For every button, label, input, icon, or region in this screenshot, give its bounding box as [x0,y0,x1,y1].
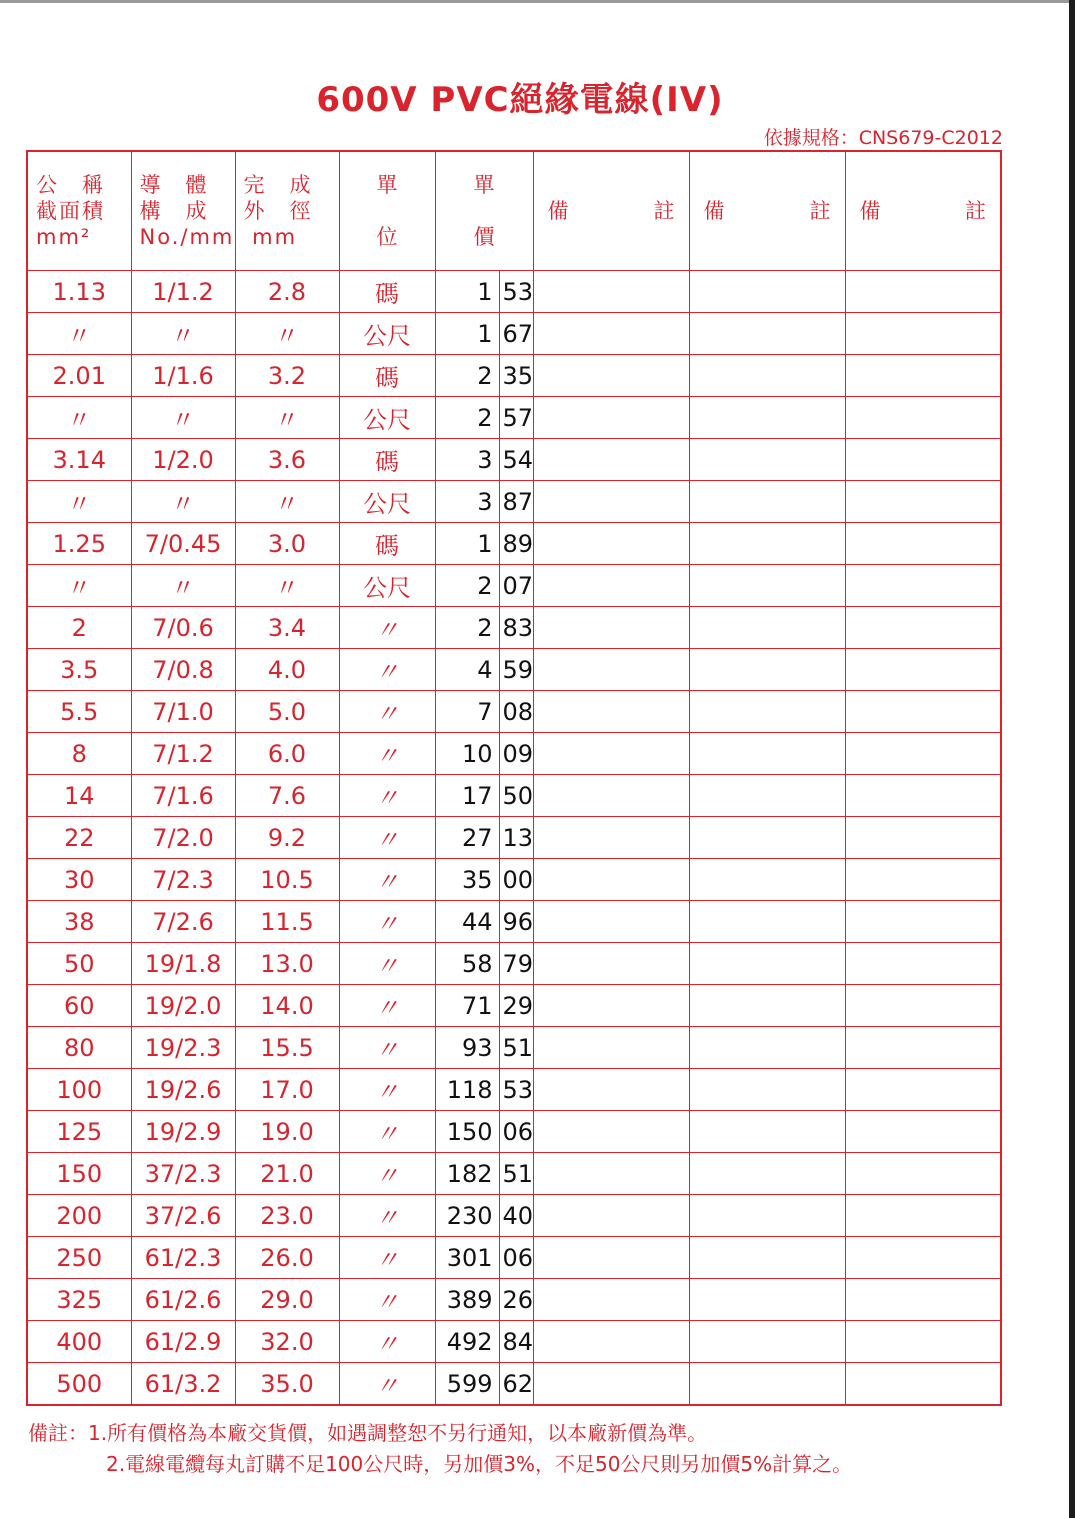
cell-conductor: 〃 [131,313,235,355]
table-row [27,1363,1001,1406]
cell-conductor: 61/2.3 [131,1237,235,1279]
page-title: 600V PVC絕緣電線(IV) [316,80,724,120]
cell-note-3 [845,1111,1001,1153]
table-row [27,985,1001,1027]
cell-note-1 [533,313,689,355]
cell-unit: 碼 [339,439,435,481]
cell-area: 500 [27,1363,131,1406]
cell-note-3 [845,565,1001,607]
cell-unit: 〃 [339,1195,435,1237]
cell-note-3 [845,1069,1001,1111]
cell-note-2 [689,1321,845,1363]
table-row [27,607,1001,649]
cell-diameter: 〃 [235,313,339,355]
cell-note-3 [845,1195,1001,1237]
cell-note-1 [533,817,689,859]
cell-price-cent: 67 [499,313,533,355]
cell-conductor: 61/3.2 [131,1363,235,1406]
footer-notes [28,1418,852,1480]
cell-price-cent: 06 [499,1237,533,1279]
cell-area: 2 [27,607,131,649]
cell-note-2 [689,985,845,1027]
cell-note-2 [689,523,845,565]
cell-conductor: 1/2.0 [131,439,235,481]
cell-price-cent: 54 [499,439,533,481]
cell-note-2 [689,733,845,775]
cell-diameter: 17.0 [235,1069,339,1111]
cell-unit: 〃 [339,985,435,1027]
cell-diameter: 11.5 [235,901,339,943]
cell-conductor: 7/0.45 [131,523,235,565]
cell-unit: 〃 [339,607,435,649]
cell-unit: 〃 [339,775,435,817]
cell-conductor: 61/2.9 [131,1321,235,1363]
cell-note-1 [533,355,689,397]
cell-area: 250 [27,1237,131,1279]
cell-price-yuan: 27 [435,817,499,859]
table-row [27,691,1001,733]
cell-diameter: 23.0 [235,1195,339,1237]
cell-price-yuan: 301 [435,1237,499,1279]
cell-note-1 [533,691,689,733]
cell-diameter: 〃 [235,565,339,607]
cell-note-3 [845,1237,1001,1279]
cell-unit: 公尺 [339,313,435,355]
cell-price-yuan: 3 [435,439,499,481]
cell-diameter: 35.0 [235,1363,339,1406]
cell-price-yuan: 93 [435,1027,499,1069]
cell-conductor: 7/0.8 [131,649,235,691]
cell-price-yuan: 35 [435,859,499,901]
header-diameter: 完 成 外 徑 mm [235,151,339,271]
cell-price-yuan: 1 [435,523,499,565]
cell-price-yuan: 2 [435,565,499,607]
cell-diameter: 〃 [235,397,339,439]
table-row [27,1321,1001,1363]
cell-note-1 [533,901,689,943]
cell-unit: 〃 [339,817,435,859]
cell-price-yuan: 17 [435,775,499,817]
table-row [27,649,1001,691]
cell-note-2 [689,1153,845,1195]
cell-note-2 [689,859,845,901]
cell-note-3 [845,397,1001,439]
standard-reference: 依據規格：CNS679-C2012 [763,127,1003,149]
table-row [27,439,1001,481]
cell-diameter: 32.0 [235,1321,339,1363]
cell-diameter: 15.5 [235,1027,339,1069]
cell-area: 125 [27,1111,131,1153]
cell-note-2 [689,775,845,817]
table-row [27,943,1001,985]
table-row [27,1111,1001,1153]
cell-note-3 [845,481,1001,523]
cell-note-3 [845,439,1001,481]
cell-unit: 〃 [339,1279,435,1321]
cell-price-yuan: 44 [435,901,499,943]
cell-price-yuan: 1 [435,313,499,355]
cell-price-cent: 51 [499,1027,533,1069]
table-row [27,1153,1001,1195]
footer-note-2: 2.電線電纜每丸訂購不足100公尺時，另加價3%，不足50公尺則另加價5%計算之。 [106,1452,853,1476]
cell-price-yuan: 230 [435,1195,499,1237]
cell-price-cent: 06 [499,1111,533,1153]
scan-top-edge [0,0,1075,3]
cell-note-1 [533,1153,689,1195]
cell-diameter: 3.4 [235,607,339,649]
cell-price-cent: 83 [499,607,533,649]
cell-diameter: 14.0 [235,985,339,1027]
cell-price-cent: 13 [499,817,533,859]
cell-note-1 [533,397,689,439]
cell-unit: 〃 [339,1363,435,1406]
cell-price-cent: 59 [499,649,533,691]
cell-price-cent: 50 [499,775,533,817]
cell-note-2 [689,1279,845,1321]
cell-note-3 [845,355,1001,397]
cell-price-yuan: 3 [435,481,499,523]
cell-note-1 [533,1321,689,1363]
cell-diameter: 10.5 [235,859,339,901]
cell-price-cent: 62 [499,1363,533,1406]
cell-area: 150 [27,1153,131,1195]
cell-note-1 [533,775,689,817]
table-row [27,523,1001,565]
cell-note-3 [845,733,1001,775]
cell-note-2 [689,355,845,397]
cell-area: 38 [27,901,131,943]
cell-unit: 〃 [339,901,435,943]
header-price: 單 價 [435,151,533,271]
cell-note-2 [689,943,845,985]
cell-unit: 〃 [339,733,435,775]
cell-area: 22 [27,817,131,859]
cell-price-yuan: 4 [435,649,499,691]
cell-unit: 〃 [339,691,435,733]
cell-area: 1.13 [27,271,131,313]
cell-unit: 碼 [339,355,435,397]
cell-price-cent: 89 [499,523,533,565]
cell-unit: 公尺 [339,397,435,439]
cell-note-2 [689,1195,845,1237]
price-table [26,150,1002,1406]
cell-unit: 〃 [339,1111,435,1153]
cell-diameter: 2.8 [235,271,339,313]
cell-diameter: 7.6 [235,775,339,817]
cell-note-2 [689,271,845,313]
cell-price-yuan: 2 [435,397,499,439]
cell-unit: 〃 [339,1069,435,1111]
cell-diameter: 29.0 [235,1279,339,1321]
cell-note-3 [845,691,1001,733]
scan-right-edge [1069,0,1075,1518]
cell-price-cent: 53 [499,271,533,313]
cell-note-2 [689,1027,845,1069]
cell-area: 400 [27,1321,131,1363]
cell-note-2 [689,481,845,523]
cell-note-3 [845,859,1001,901]
cell-note-3 [845,775,1001,817]
cell-unit: 〃 [339,1321,435,1363]
cell-price-cent: 09 [499,733,533,775]
cell-conductor: 37/2.6 [131,1195,235,1237]
table-row [27,1195,1001,1237]
cell-price-cent: 40 [499,1195,533,1237]
cell-diameter: 26.0 [235,1237,339,1279]
cell-note-2 [689,649,845,691]
cell-price-cent: 35 [499,355,533,397]
cell-conductor: 7/2.3 [131,859,235,901]
cell-area: 8 [27,733,131,775]
cell-area: 〃 [27,313,131,355]
cell-note-1 [533,1195,689,1237]
cell-diameter: 3.0 [235,523,339,565]
cell-diameter: 5.0 [235,691,339,733]
cell-price-yuan: 150 [435,1111,499,1153]
cell-unit: 碼 [339,523,435,565]
cell-note-2 [689,397,845,439]
cell-note-2 [689,691,845,733]
cell-price-cent: 07 [499,565,533,607]
table-row [27,271,1001,313]
cell-price-cent: 08 [499,691,533,733]
cell-area: 50 [27,943,131,985]
cell-note-2 [689,1111,845,1153]
cell-diameter: 21.0 [235,1153,339,1195]
cell-area: 2.01 [27,355,131,397]
cell-note-1 [533,271,689,313]
cell-conductor: 61/2.6 [131,1279,235,1321]
cell-price-cent: 84 [499,1321,533,1363]
cell-diameter: 3.6 [235,439,339,481]
cell-note-1 [533,1027,689,1069]
cell-note-3 [845,313,1001,355]
cell-note-1 [533,481,689,523]
cell-price-yuan: 492 [435,1321,499,1363]
cell-area: 80 [27,1027,131,1069]
cell-note-2 [689,313,845,355]
cell-unit: 碼 [339,271,435,313]
cell-area: 30 [27,859,131,901]
cell-diameter: 13.0 [235,943,339,985]
cell-conductor: 7/1.0 [131,691,235,733]
cell-conductor: 1/1.6 [131,355,235,397]
cell-note-3 [845,1153,1001,1195]
table-row [27,481,1001,523]
table-row [27,1069,1001,1111]
cell-unit: 〃 [339,859,435,901]
cell-note-3 [845,271,1001,313]
cell-price-yuan: 118 [435,1069,499,1111]
cell-note-2 [689,1069,845,1111]
cell-price-cent: 26 [499,1279,533,1321]
cell-area: 〃 [27,481,131,523]
cell-note-1 [533,1279,689,1321]
cell-price-cent: 57 [499,397,533,439]
cell-note-1 [533,523,689,565]
cell-conductor: 19/2.6 [131,1069,235,1111]
cell-note-3 [845,943,1001,985]
cell-conductor: 〃 [131,481,235,523]
cell-unit: 〃 [339,1027,435,1069]
cell-conductor: 〃 [131,565,235,607]
cell-note-1 [533,985,689,1027]
cell-note-2 [689,607,845,649]
cell-note-1 [533,439,689,481]
table-row [27,355,1001,397]
header-conductor: 導 體 構 成 No./mm [131,151,235,271]
cell-conductor: 7/1.2 [131,733,235,775]
cell-price-cent: 00 [499,859,533,901]
cell-note-3 [845,1279,1001,1321]
header-note-2: 備 註 [689,151,845,271]
cell-diameter: 3.2 [235,355,339,397]
cell-area: 325 [27,1279,131,1321]
footer-note-1: 1.所有價格為本廠交貨價，如遇調整恕不另行通知，以本廠新價為準。 [88,1421,708,1445]
cell-note-3 [845,1321,1001,1363]
cell-note-3 [845,1363,1001,1406]
cell-price-yuan: 7 [435,691,499,733]
cell-note-1 [533,733,689,775]
cell-note-2 [689,1363,845,1406]
cell-unit: 公尺 [339,481,435,523]
cell-note-3 [845,649,1001,691]
cell-area: 3.5 [27,649,131,691]
header-area: 公 稱 截面積 mm² [27,151,131,271]
cell-price-cent: 87 [499,481,533,523]
cell-unit: 公尺 [339,565,435,607]
table-row [27,1027,1001,1069]
cell-note-1 [533,1237,689,1279]
table-row [27,733,1001,775]
cell-note-2 [689,565,845,607]
cell-price-yuan: 58 [435,943,499,985]
table-row [27,859,1001,901]
cell-diameter: 4.0 [235,649,339,691]
table-row [27,817,1001,859]
header-unit: 單 位 [339,151,435,271]
cell-diameter: 〃 [235,481,339,523]
cell-note-3 [845,817,1001,859]
cell-price-cent: 53 [499,1069,533,1111]
footer-label: 備註： [28,1421,88,1445]
cell-area: 200 [27,1195,131,1237]
cell-note-1 [533,565,689,607]
cell-area: 14 [27,775,131,817]
table-row [27,901,1001,943]
cell-price-cent: 96 [499,901,533,943]
table-row [27,397,1001,439]
cell-note-3 [845,1027,1001,1069]
header-note-3: 備 註 [845,151,1001,271]
cell-conductor: 19/2.3 [131,1027,235,1069]
cell-conductor: 19/1.8 [131,943,235,985]
cell-price-yuan: 182 [435,1153,499,1195]
header-note-1: 備 註 [533,151,689,271]
cell-unit: 〃 [339,649,435,691]
cell-area: 3.14 [27,439,131,481]
cell-price-yuan: 599 [435,1363,499,1406]
header-row [27,151,1001,271]
cell-note-1 [533,859,689,901]
cell-note-2 [689,1237,845,1279]
cell-conductor: 19/2.9 [131,1111,235,1153]
cell-area: 〃 [27,397,131,439]
cell-price-yuan: 1 [435,271,499,313]
cell-price-yuan: 389 [435,1279,499,1321]
cell-conductor: 7/2.6 [131,901,235,943]
cell-area: 1.25 [27,523,131,565]
cell-price-yuan: 10 [435,733,499,775]
cell-area: 〃 [27,565,131,607]
cell-note-2 [689,901,845,943]
cell-note-1 [533,1069,689,1111]
cell-area: 60 [27,985,131,1027]
cell-price-yuan: 2 [435,607,499,649]
cell-price-cent: 79 [499,943,533,985]
cell-note-3 [845,523,1001,565]
cell-unit: 〃 [339,943,435,985]
cell-unit: 〃 [339,1153,435,1195]
cell-price-cent: 29 [499,985,533,1027]
cell-note-3 [845,607,1001,649]
table-row [27,313,1001,355]
cell-note-2 [689,439,845,481]
cell-note-1 [533,607,689,649]
cell-diameter: 19.0 [235,1111,339,1153]
cell-unit: 〃 [339,1237,435,1279]
cell-conductor: 37/2.3 [131,1153,235,1195]
cell-conductor: 1/1.2 [131,271,235,313]
cell-diameter: 9.2 [235,817,339,859]
cell-price-yuan: 71 [435,985,499,1027]
cell-conductor: 7/2.0 [131,817,235,859]
cell-area: 5.5 [27,691,131,733]
cell-conductor: 7/0.6 [131,607,235,649]
cell-note-1 [533,1363,689,1406]
cell-note-1 [533,649,689,691]
cell-note-1 [533,1111,689,1153]
cell-note-2 [689,817,845,859]
cell-diameter: 6.0 [235,733,339,775]
cell-note-3 [845,985,1001,1027]
cell-conductor: 〃 [131,397,235,439]
cell-conductor: 19/2.0 [131,985,235,1027]
table-row [27,775,1001,817]
cell-conductor: 7/1.6 [131,775,235,817]
cell-price-yuan: 2 [435,355,499,397]
table-row [27,565,1001,607]
cell-note-1 [533,943,689,985]
cell-note-3 [845,901,1001,943]
table-row [27,1279,1001,1321]
cell-price-cent: 51 [499,1153,533,1195]
cell-area: 100 [27,1069,131,1111]
table-row [27,1237,1001,1279]
